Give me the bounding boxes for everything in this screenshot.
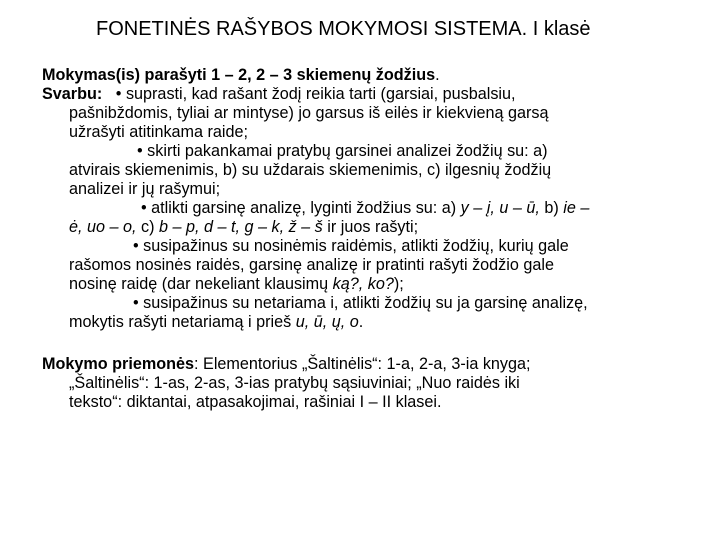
bullet-5-line-2 — [42, 313, 702, 332]
objective-text: Mokymas(is) parašyti 1 – 2, 2 – 3 skiemenų žodžius — [42, 66, 436, 84]
bullet-4-line-2: rašomos nosinės raidės, garsinę analizę ir pratinti rašyti žodžio gale — [69, 256, 554, 274]
bullet-3-text-a: • atlikti garsinę analizę, lyginti žodžius su: a) — [141, 199, 461, 217]
tools-line-3: teksto“: diktantai, atpasakojimai, rašiniai I – II klasei. — [69, 393, 442, 411]
objective-end: . — [435, 66, 440, 84]
bullet-2-line-1: • skirti pakankamai pratybų garsinei analizei žodžių su: a) — [137, 142, 548, 160]
section-gap — [42, 332, 702, 355]
tools-line-1 — [42, 355, 702, 374]
bullet-5-text-a: mokytis rašyti netariamą i prieš — [69, 313, 296, 331]
bullet-4-line-1: • susipažinus su nosinėmis raidėmis, atlikti žodžių, kurių gale — [133, 237, 569, 255]
page-title: FONETINĖS RAŠYBOS MOKYMOSI SISTEMA. I klasė — [96, 18, 591, 40]
bullet-3-pairs-d: b – p, d – t, g – k, ž – š — [159, 218, 323, 236]
bullet-3-pairs-b: ie – — [563, 199, 590, 217]
important-label: Svarbu: — [42, 85, 103, 103]
bullet-3-line-2 — [42, 218, 702, 237]
bullet-3-text-d: ir juos rašyti; — [322, 218, 419, 236]
bullet-3-line-1 — [42, 199, 702, 218]
bullet-4-text-b: ); — [393, 275, 404, 293]
bullet-4-text-a: nosinę raidę (dar nekeliant klausimų — [69, 275, 333, 293]
bullet-5-line-1: • susipažinus su netariama i, atlikti žodžių su ja garsinę analizę, — [133, 294, 588, 312]
bullet-4-questions: ką?, ko? — [332, 275, 394, 293]
document-body — [42, 66, 702, 412]
bullet-1-line-3: užrašyti atitinkama raide; — [69, 123, 249, 141]
bullet-1-line-2: pašnibždomis, tyliai ar mintyse) jo garsus iš eilės ir kiekvieną garsą — [69, 104, 549, 122]
bullet-4-line-3 — [42, 275, 702, 294]
tools-text-1: : Elementorius „Šaltinėlis“: 1-a, 2-a, 3-ia knyga; — [194, 355, 531, 373]
bullet-3-pairs-a: y – į, u – ū, — [460, 199, 540, 217]
bullet-2-line-3: analizei ir jų rašymui; — [69, 180, 221, 198]
bullet-2-line-2: atvirais skiemenimis, b) su uždarais skiemenimis, c) ilgesnių žodžių — [69, 161, 552, 179]
bullet-3-text-c: c) — [136, 218, 159, 236]
bullet-1-line-1: • suprasti, kad rašant žodį reikia tarti (garsiai, pusbalsiu, — [115, 85, 516, 103]
bullet-5-end: . — [358, 313, 364, 331]
important-line-1 — [42, 85, 702, 104]
bullet-3-pairs-c: ė, uo – o, — [69, 218, 137, 236]
objective-line — [42, 66, 702, 85]
bullet-5-letters: u, ū, ų, o — [295, 313, 359, 331]
tools-label: Mokymo priemonės — [42, 355, 195, 373]
tools-line-2: „Šaltinėlis“: 1-as, 2-as, 3-ias pratybų sąsiuviniai; „Nuo raidės iki — [69, 374, 520, 392]
bullet-3-text-b: b) — [539, 199, 564, 217]
